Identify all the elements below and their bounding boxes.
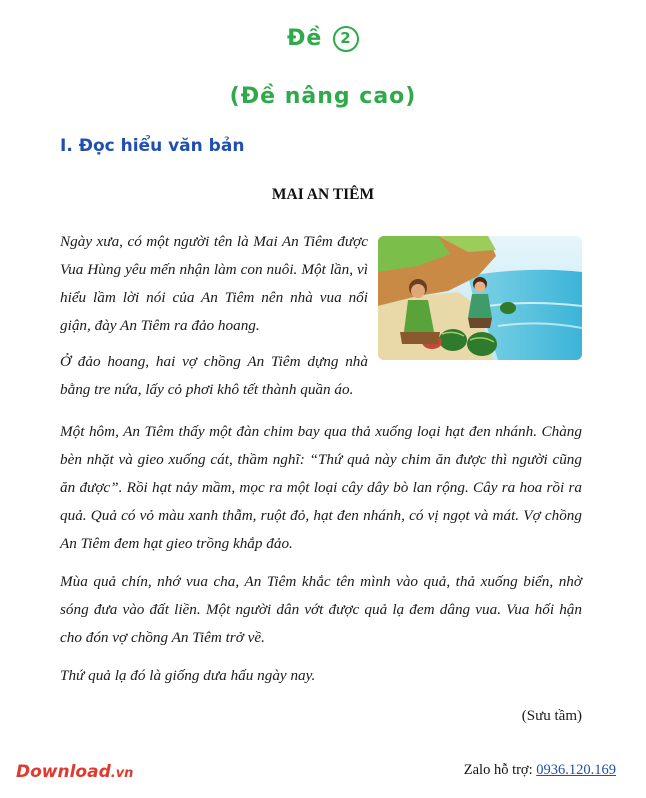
exam-title-prefix: Đề: [286, 26, 323, 51]
exam-number-badge: 2: [333, 26, 359, 52]
story-paragraph-5: Thứ quả lạ đó là giống dưa hấu ngày nay.: [60, 667, 316, 684]
zalo-support: [440, 762, 616, 779]
logo-tld-text: .vn: [110, 766, 134, 781]
story-paragraph-4: Mùa quả chín, nhớ vua cha, An Tiêm khắc tên mình vào quả, thả xuống biển, nhờ sóng đưa vào đất liền. Một người dân vớt được quả lạ đem dâng vua. Vua hối hận cho đón vợ chồng An Tiêm trở về.: [60, 573, 582, 646]
logo-main-text: Download: [16, 762, 111, 782]
story-paragraph-3: Một hôm, An Tiêm thấy một đàn chim bay qua thả xuống loại hạt đen nhánh. Chàng bèn nhặt và gieo xuống cát, thầm nghĩ: “Thứ quả này chim ăn được thì người cũng ăn được”. Rồi hạt nảy mầm, mọc ra một loại cây dây bò lan rộng. Cây ra hoa rồi ra quả. Quả có vỏ màu xanh thẫm, ruột đỏ, hạt đen nhánh, có vị ngọt và mát. Vợ chồng An Tiêm đem hạt gieo trồng khắp đảo.: [60, 423, 582, 552]
download-logo[interactable]: [16, 762, 133, 782]
story-title: MAI AN TIÊM: [271, 186, 375, 203]
zalo-label: Zalo hỗ trợ:: [463, 762, 537, 778]
story-paragraph-1: Ngày xưa, có một người tên là Mai An Tiêm được Vua Hùng yêu mến nhận làm con nuôi. Một lần, vì hiểu lầm lời nói của An Tiêm nên nhà vua nổi giận, đày An Tiêm ra đảo hoang.: [60, 233, 368, 334]
story-illustration: [378, 236, 582, 360]
story-paragraph-2: Ở đảo hoang, hai vợ chồng An Tiêm dựng nhà bằng tre nứa, lấy cỏ phơi khô tết thành quần áo.: [60, 353, 368, 398]
story-source: (Sưu tầm): [521, 708, 582, 724]
section-heading: I. Đọc hiểu văn bản: [60, 136, 245, 156]
exam-subtitle: (Đề nâng cao): [229, 84, 417, 109]
exam-title: [0, 26, 646, 52]
zalo-phone-link[interactable]: 0936.120.169: [536, 762, 616, 778]
